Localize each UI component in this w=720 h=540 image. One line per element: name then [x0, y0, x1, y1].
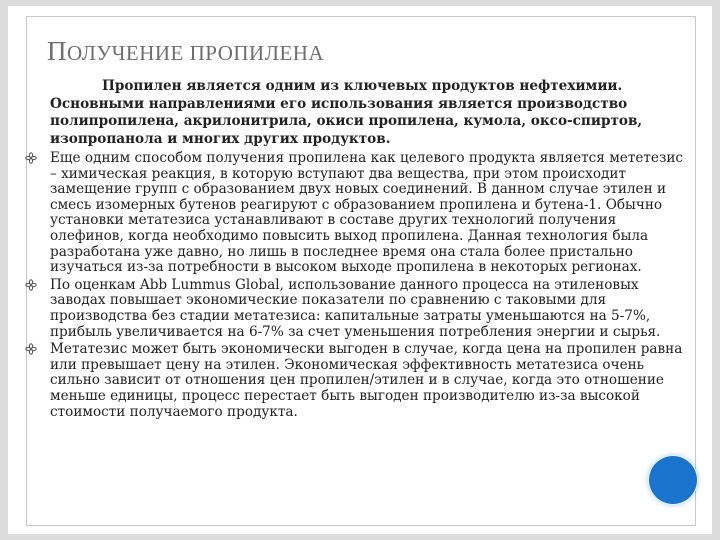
- slide-title-first-letter: П: [47, 36, 67, 66]
- bullet-text: По оценкам Abb Lummus Global, использование данного процесса на этиленовых заводах повышает экономические показатели по сравнению с таковыми для производства без стадии метатезиса: капитальные затраты уменьшаются на 5-7%, прибыль увеличивается на 6-7% за счет уменьшения потребления энергии и сырья.: [50, 276, 661, 340]
- flower-bullet-icon: [25, 343, 37, 355]
- slide: [8, 6, 712, 534]
- bullet-item: [50, 151, 692, 276]
- slide-title-rest: ОЛУЧЕНИЕ ПРОПИЛЕНА: [67, 41, 325, 65]
- flower-bullet-icon: [25, 152, 37, 164]
- flower-bullet-icon: [25, 279, 37, 291]
- bullet-text: Еще одним способом получения пропилена как целевого продукта является мететезис – химическая реакция, в которую вступают два вещества, при этом происходит замещение групп с образованием двух новых соединений. В данном случае этилен и смесь изомерных бутенов реагируют с образованием пропилена и бутена-1. Обычно установки метатезиса устанавливают в составе других технологий получения олефинов, когда необходимо повысить выход пропилена. Данная технология была разработана уже давно, но лишь в последнее время она стала более пристально изучаться из-за потребности в высоком выходе пропилена в некоторых регионах.: [50, 150, 684, 276]
- slide-body: [50, 78, 692, 422]
- accent-circle: [649, 456, 697, 504]
- slide-title: [47, 36, 324, 67]
- bullet-item: [50, 342, 692, 420]
- bullet-text: Метатезис может быть экономически выгоден в случае, когда цена на пропилен равна или превышает цену на этилен. Экономическая эффективность метатезиса очень сильно зависит от отношения цен пропилен/этилен и в случае, когда это отношение меньше единицы, процесс перестает быть выгоден производителю из-за высокой стоимости получаемого продукта.: [50, 341, 683, 420]
- intro-paragraph: Пропилен является одним из ключевых продуктов нефтехимии. Основными направлениями его использования является производство полипропилена, акрилонитрила, окиси пропилена, кумола, оксо-спиртов, изопропанола и многих других продуктов.: [50, 78, 643, 147]
- bullet-item: [50, 278, 692, 340]
